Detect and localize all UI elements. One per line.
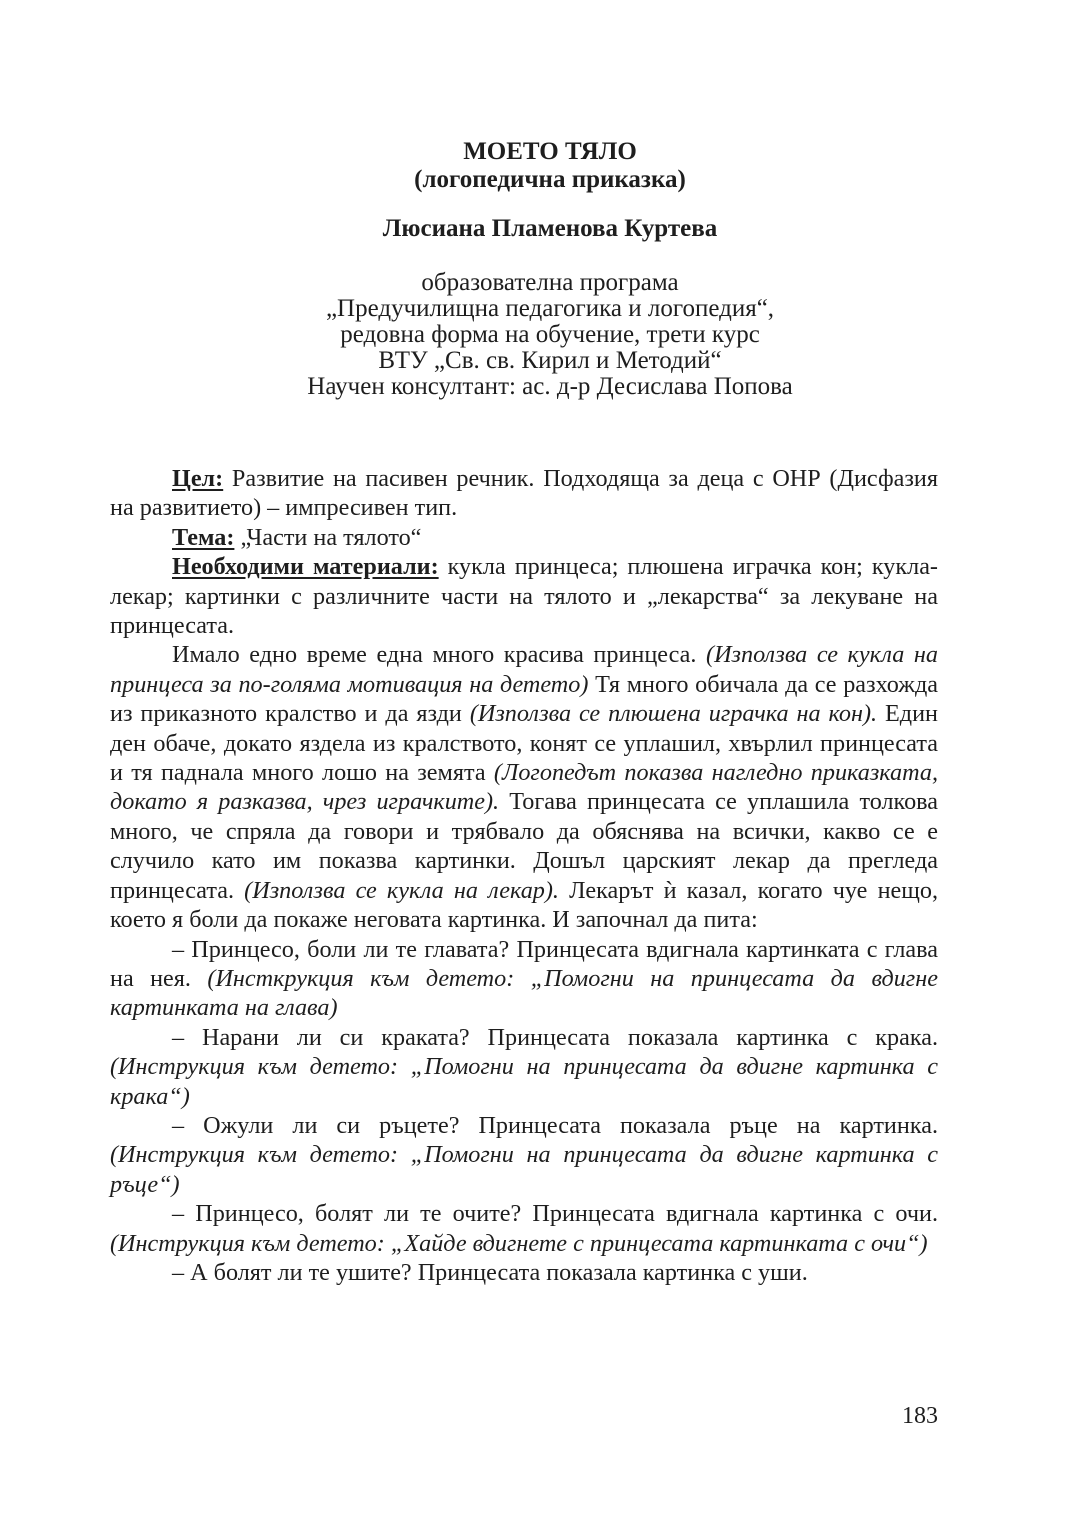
page-subtitle: (логопедична приказка) xyxy=(414,166,686,193)
story-note: (Използва се кукла на лекар). xyxy=(244,876,559,904)
article-body xyxy=(110,464,938,1287)
affiliation-program-name: „Предучилищна педагогика и логопедия“, xyxy=(325,295,775,322)
materials-paragraph xyxy=(110,552,938,640)
affiliation-university: ВТУ „Св. св. Кирил и Методий“ xyxy=(378,347,722,374)
affiliation-block xyxy=(160,270,940,400)
dialog-paragraph xyxy=(110,1258,938,1287)
dialog-instruction: (Инструкция към детето: „Хайде вдигнете с принцесата картинката с очи“) xyxy=(110,1229,928,1257)
affiliation-study-form: редовна форма на обучение, трети курс xyxy=(340,321,760,348)
story-text: Тогава принцесата се уплашила толкова много, че спряла да говори и трябвало да обяснява на всички, какво се е случило като им показва картинки. Дошъл царският лекар да прегледа принцесата. xyxy=(110,788,938,904)
story-text: Тя много обичала да се разхожда из приказното кралство и да язди xyxy=(110,670,938,728)
materials-text: кукла принцеса; плюшена играчка кон; кукла-лекар; картинки с различните части на тялото и „лекарства“ за лекуване на принцесата. xyxy=(110,553,938,640)
affiliation-program: образователна програма xyxy=(421,269,679,296)
dialog-instruction: (Инсткрукция към детето: „Помогни на принцесата да вдигне картинката на глава) xyxy=(110,964,938,1022)
author-name: Люсиана Пламенова Куртева xyxy=(382,215,718,242)
dialog-line: – А болят ли те ушите? Принцесата показала картинка с уши. xyxy=(172,1258,808,1286)
dialog-line: – Принцесо, болят ли те очите? Принцесата вдигнала картинка с очи. xyxy=(172,1200,938,1228)
dialog-line: – Ожули ли си ръцете? Принцесата показала ръце на картинка. xyxy=(172,1111,938,1139)
story-note: (Използва се плюшена играчка на кон). xyxy=(469,700,878,728)
story-note: (Логопедът показва нагледно приказката, докато я разказва, чрез играчките). xyxy=(110,759,938,816)
story-text: Имало едно време една много красива принцеса. xyxy=(172,641,707,669)
dialog-paragraph xyxy=(110,1199,938,1258)
goal-text: Развитие на пасивен речник. Подходяща за деца с ОНР (Дисфазия на развитието) – импресивен тип. xyxy=(110,465,938,522)
dialog-instruction: (Инструкция към детето: „Помогни на принцесата да вдигне картинка с крака“) xyxy=(110,1053,938,1110)
page-title: МОЕТО ТЯЛО xyxy=(463,138,637,165)
story-paragraph xyxy=(110,640,938,934)
dialog-paragraph xyxy=(110,935,938,1023)
story-note: (Използва се кукла на принцеса за по-голяма мотивация на детето) xyxy=(110,641,938,698)
topic-text: „Части на тялото“ xyxy=(234,523,422,551)
affiliation-consultant: Научен консултант: ас. д-р Десислава Попова xyxy=(307,373,793,400)
dialog-paragraph xyxy=(110,1023,938,1111)
story-text: Лекарът ѝ казал, когато чуе нещо, което я боли да покаже неговата картинка. И започнал да пита: xyxy=(110,876,939,934)
materials-label: Необходими материали: xyxy=(172,553,439,581)
topic-label: Тема: xyxy=(172,523,235,551)
goal-paragraph xyxy=(110,464,938,523)
dialog-line: – Принцесо, боли ли те главата? Принцесата вдигнала картинката с глава на нея. xyxy=(110,935,938,992)
dialog-instruction: (Инструкция към детето: „Помогни на принцесата да вдигне картинка с ръце“) xyxy=(110,1141,938,1198)
story-text: Един ден обаче, докато яздела из кралството, конят се уплашил, хвърлил принцесата и тя паднала много лошо на земята xyxy=(110,700,938,787)
title-block xyxy=(160,138,940,194)
goal-label: Цел: xyxy=(172,465,224,492)
topic-paragraph xyxy=(110,523,938,552)
dialog-line: – Нарани ли си краката? Принцесата показала картинка с крака. xyxy=(172,1023,938,1051)
page-number: 183 xyxy=(902,1403,938,1429)
dialog-paragraph xyxy=(110,1111,938,1199)
